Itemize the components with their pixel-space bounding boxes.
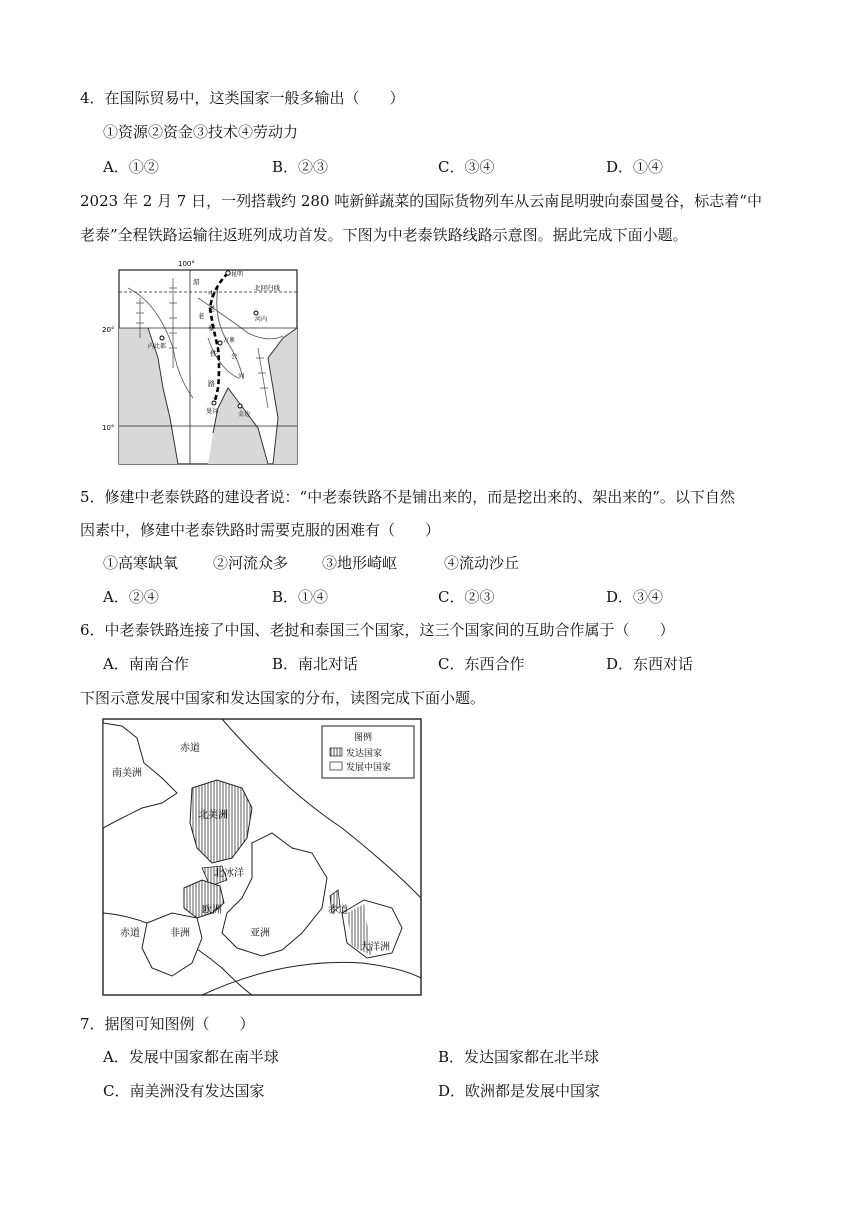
q4-stem: 4．在国际贸易中，这类国家一般多输出（ ） xyxy=(80,89,405,107)
africa-label: 非洲 xyxy=(170,928,190,939)
q5-item-4: ④流动沙丘 xyxy=(444,554,520,572)
q7-option-a: A．发展中国家都在南半球 xyxy=(103,1048,279,1066)
q7-option-b: B．发达国家都在北半球 xyxy=(438,1048,600,1066)
laos-char: 老 xyxy=(198,312,205,320)
q5-item-3: ③地形崎岖 xyxy=(322,554,398,572)
legend-developing: 发展中国家 xyxy=(346,763,392,773)
development-distribution-map xyxy=(102,718,422,996)
q4-items: ①资源②资金③技术④劳动力 xyxy=(103,123,299,141)
river-char-3: 河 xyxy=(238,372,245,380)
oceania-label: 大洋洲 xyxy=(360,942,390,953)
lat-10-label: 10° xyxy=(102,424,115,432)
equator-top-label: 赤道 xyxy=(180,743,200,754)
hanoi-label: 河内 xyxy=(255,316,268,323)
south-america-label: 南美洲 xyxy=(112,768,142,779)
kunming-label: 昆明 xyxy=(231,271,244,278)
q7-option-c: C．南美洲没有发达国家 xyxy=(103,1082,265,1100)
tropic-label: 北回归线 xyxy=(254,284,280,292)
north-america-label: 北美洲 xyxy=(198,810,228,821)
q5-option-a: A．②④ xyxy=(103,588,159,606)
lon-100-label: 100° xyxy=(178,260,195,268)
rail-char-5: 路 xyxy=(208,380,215,388)
equator-left-label: 赤道 xyxy=(120,928,140,939)
q5-stem-line2: 因素中，修建中老泰铁路时需要克服的困难有（ ） xyxy=(80,521,441,539)
legend-title: 图例 xyxy=(354,733,373,743)
bangkok-label: 曼谷 xyxy=(206,408,219,415)
q5-option-c: C．②③ xyxy=(438,588,495,606)
q5-option-d: D．③④ xyxy=(606,588,664,606)
q7-option-d: D．欧洲都是发展中国家 xyxy=(438,1082,601,1100)
rail-char-2: 老 xyxy=(208,305,215,313)
q6-option-d: D．东西对话 xyxy=(606,655,694,673)
q7-stem: 7．据图可知图例（ ） xyxy=(80,1015,255,1033)
q6-stem: 6．中老泰铁路连接了中国、老挝和泰国三个国家，这三个国家间的互助合作属于（ ） xyxy=(80,621,675,639)
q5-stem-line1: 5．修建中老泰铁路的建设者说：“中老泰铁路不是铺出来的，而是挖出来的、架出来的”。以下自然 xyxy=(80,488,735,506)
europe-label: 欧洲 xyxy=(202,905,222,916)
asia-label: 亚洲 xyxy=(250,928,270,939)
lat-20-label: 20° xyxy=(102,326,115,334)
passage1-line1: 2023 年 2 月 7 日，一列搭载约 280 吨新鲜蔬菜的国际货物列车从云南昆明驶向泰国曼谷，标志着“中 xyxy=(80,192,762,210)
q5-option-b: B．①④ xyxy=(272,588,329,606)
river-char-1: 湄 xyxy=(193,278,200,286)
phnompenh-label: 金边 xyxy=(238,411,251,418)
q6-option-c: C．东西合作 xyxy=(438,655,525,673)
rail-char-1: 中 xyxy=(208,290,215,298)
q6-option-a: A．南南合作 xyxy=(103,655,189,673)
q4-option-a: A．①② xyxy=(103,158,159,176)
vientiane-label: 万象 xyxy=(223,337,236,344)
equator-right-label: 赤道 xyxy=(328,905,348,916)
q5-item-2: ②河流众多 xyxy=(213,554,289,572)
q6-option-b: B．南北对话 xyxy=(272,655,359,673)
rail-char-3: 泰 xyxy=(208,324,215,332)
rail-char-4: 铁 xyxy=(210,350,217,358)
q4-option-b: B．②③ xyxy=(272,158,329,176)
q5-item-1: ①高寒缺氧 xyxy=(103,554,179,572)
passage1-line2: 老泰”全程铁路运输往返班列成功首发。下图为中老泰铁路线路示意图。据此完成下面小题。 xyxy=(80,226,688,244)
legend-developed: 发达国家 xyxy=(346,749,383,759)
arctic-ocean-label: 北冰洋 xyxy=(214,868,244,879)
river-char-2: 公 xyxy=(231,352,238,360)
q4-option-d: D．①④ xyxy=(606,158,664,176)
q4-option-c: C．③④ xyxy=(438,158,495,176)
railway-route-map xyxy=(102,258,298,466)
passage2-line1: 下图示意发展中国家和发达国家的分布，读图完成下面小题。 xyxy=(80,689,486,707)
naypyidaw-label: 内比都 xyxy=(148,343,167,350)
